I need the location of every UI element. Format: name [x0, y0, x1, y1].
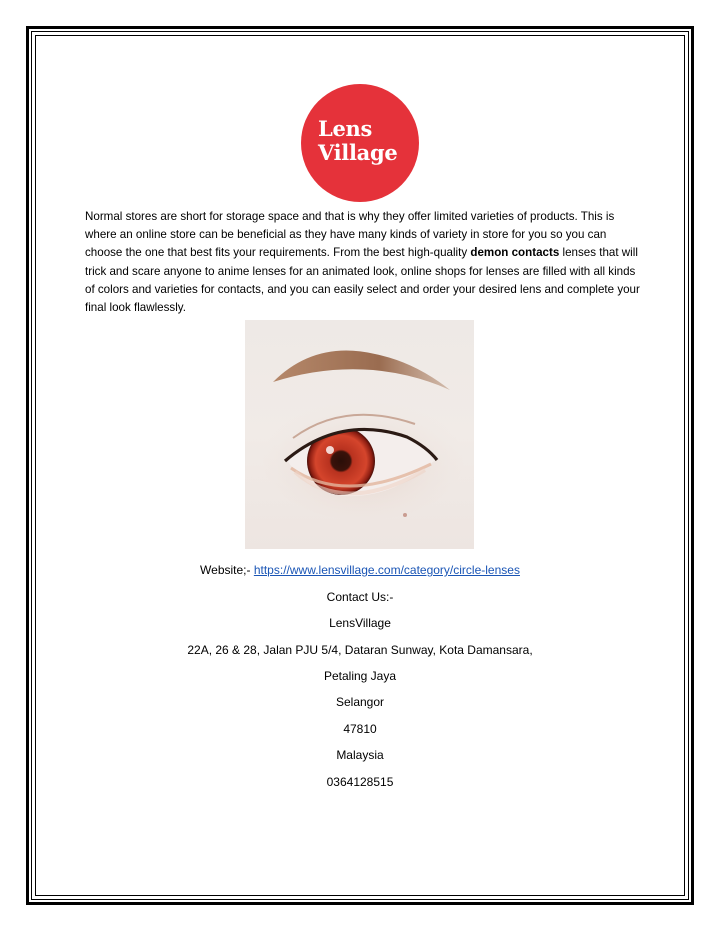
paragraph-text-before: Normal stores are short for storage space and that is why they offer limited varieties of products. This is where an online store can be beneficial as they have many kinds of variety in store for you so you can choose the one that best fits your requirements. From the best high-quality	[85, 210, 615, 260]
address-city: Petaling Jaya	[323, 669, 397, 683]
paragraph-bold-keyword: demon contacts	[470, 246, 560, 260]
website-line	[36, 562, 684, 578]
address-postcode: 47810	[343, 722, 377, 736]
company-name: LensVillage	[329, 616, 391, 630]
logo-text	[318, 117, 397, 165]
address-country: Malaysia	[336, 748, 384, 762]
website-label: Website;-	[200, 563, 254, 577]
eye-photo	[245, 320, 474, 549]
address-line-1: 22A, 26 & 28, Jalan PJU 5/4, Dataran Sunway, Kota Damansara,	[187, 643, 533, 657]
eye-with-red-lens-icon	[245, 320, 474, 549]
contact-heading: Contact Us:-	[326, 590, 394, 604]
website-link[interactable]: https://www.lensvillage.com/category/circle-lenses	[253, 563, 520, 577]
address-state: Selangor	[335, 695, 385, 709]
body-paragraph	[85, 208, 640, 317]
logo-line-2: Village	[318, 140, 398, 165]
paragraph-text-after: lenses that will trick and scare anyone to anime lenses for an animated look, online shops for lenses are filled with all kinds of colors and varieties for contacts, and you can easily select and order your desired lens and complete your final look flawlessly.	[85, 246, 640, 315]
logo-line-1: Lens	[318, 116, 373, 141]
phone-number: 0364128515	[326, 775, 394, 789]
